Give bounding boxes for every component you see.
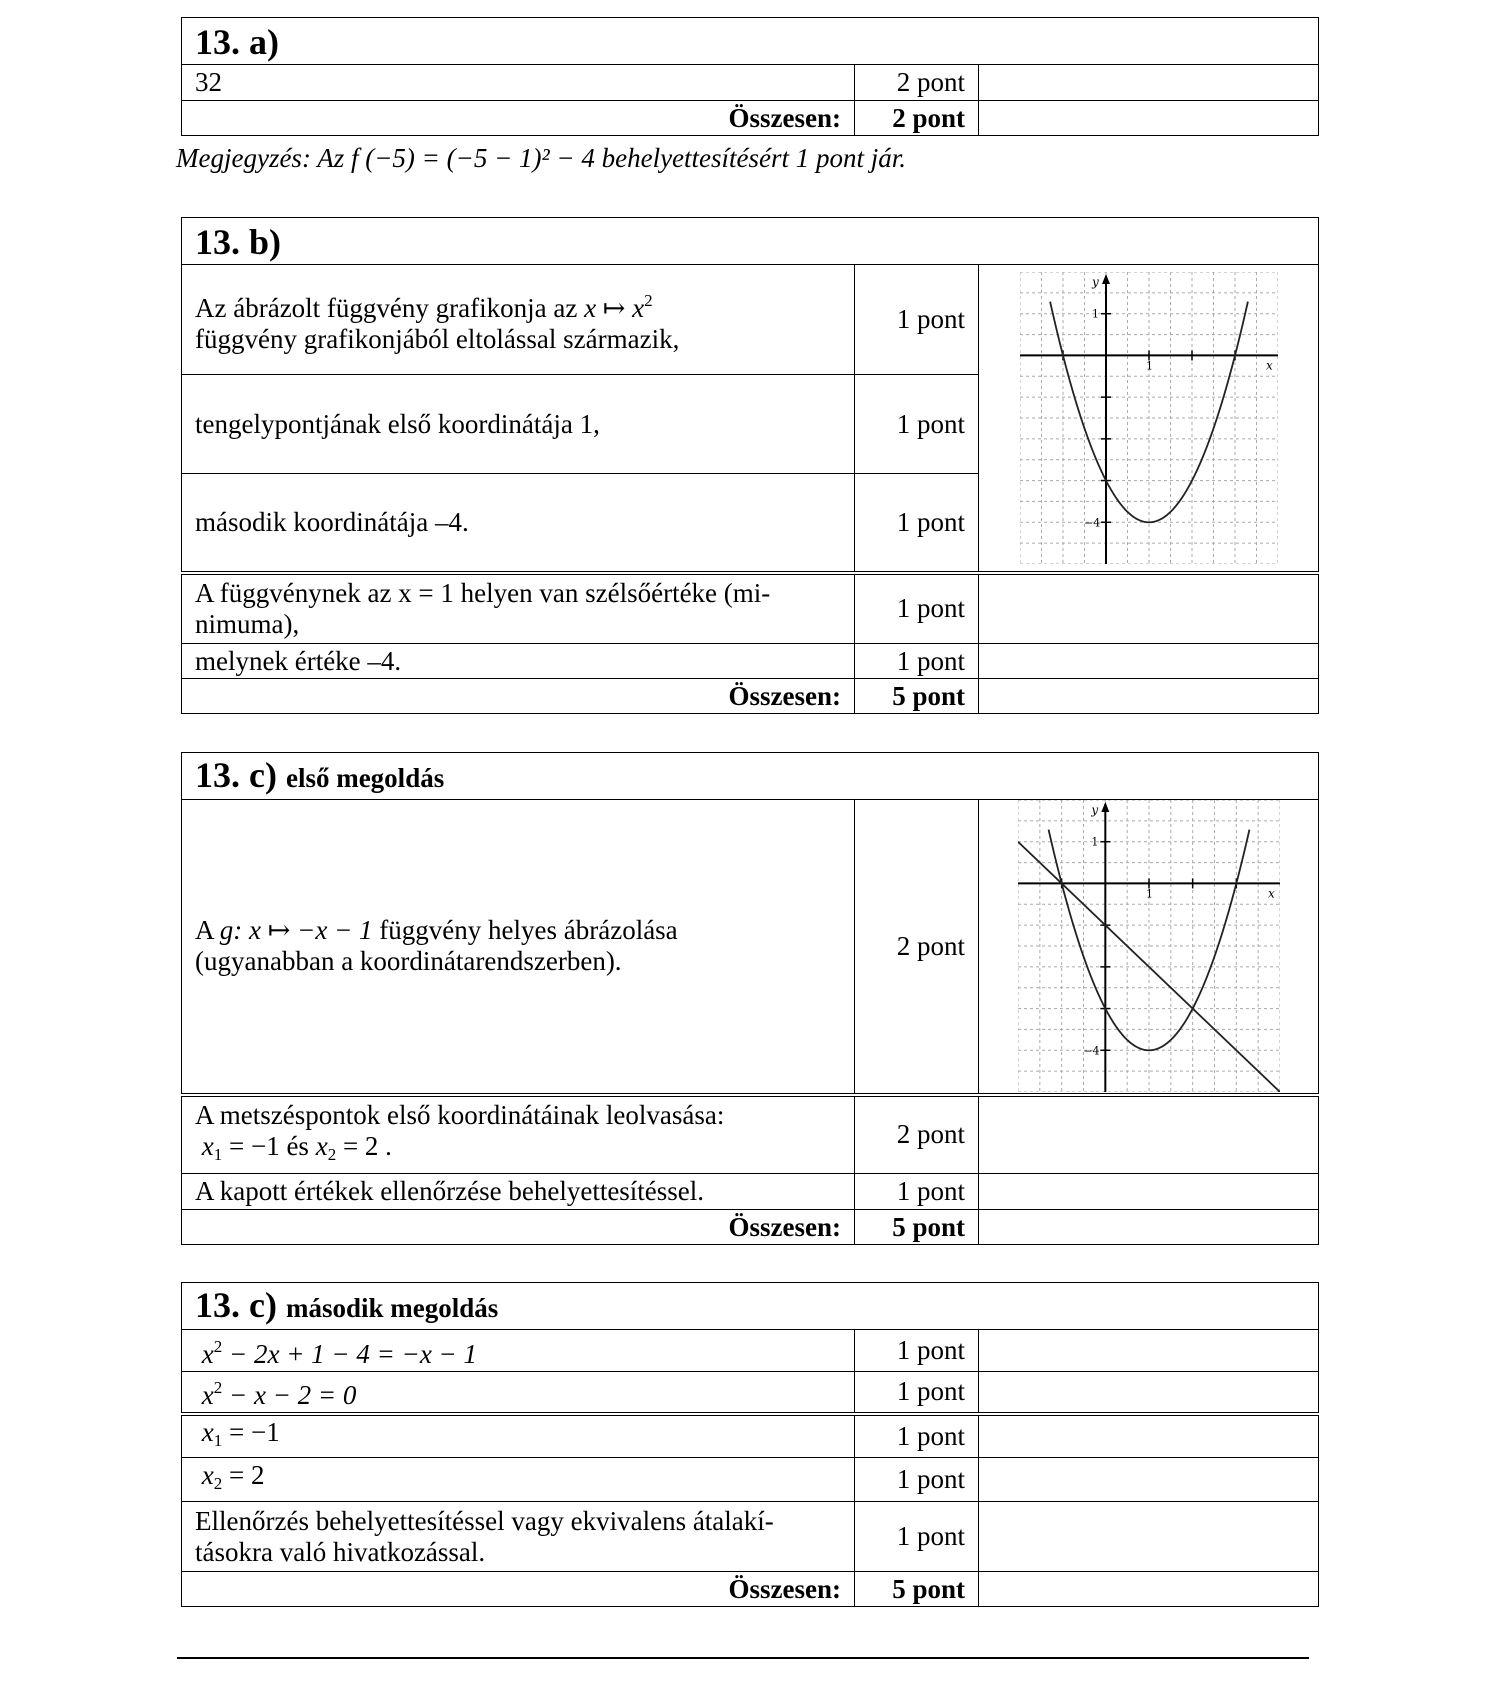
points: 1 pont (855, 573, 979, 644)
points: 1 pont (855, 375, 979, 474)
math: − x − 2 = 0 (222, 1380, 357, 1411)
subscript: 1 (213, 1144, 223, 1164)
answer-text: A kapott értékek ellenőrzése behelyettesítéssel. (182, 1174, 855, 1210)
math: x (201, 1416, 214, 1447)
empty-cell (979, 679, 1319, 714)
math: = 2 . (336, 1130, 392, 1161)
y-axis-label: y (1091, 274, 1099, 289)
y-axis-arrow (1101, 802, 1109, 812)
points: 1 pont (855, 1372, 979, 1414)
empty-cell (979, 644, 1319, 679)
equation (182, 1414, 855, 1458)
points: 2 pont (855, 65, 979, 101)
empty-cell (979, 1210, 1319, 1245)
math: x ↦ x (584, 292, 645, 323)
math: g: x ↦ −x − 1 (219, 915, 373, 946)
answer-text (182, 800, 855, 1095)
points: 1 pont (855, 644, 979, 679)
graph-cell (979, 800, 1319, 1095)
section-number: 13. c) (195, 755, 277, 795)
total-points: 5 pont (855, 1572, 979, 1607)
section-subtitle: második megoldás (285, 1293, 499, 1323)
empty-cell (979, 573, 1319, 644)
points: 2 pont (855, 1095, 979, 1174)
math: = 2 (222, 1460, 265, 1490)
points: 1 pont (855, 1502, 979, 1572)
empty-cell (979, 1502, 1319, 1572)
total-points: 5 pont (855, 679, 979, 714)
answer-text (182, 265, 855, 375)
text-part: függvény helyes ábrázolása (372, 915, 678, 946)
text-line: Az ábrázolt függvény grafikonja az (195, 292, 585, 323)
section-title: 13. b) (182, 218, 1319, 265)
total-label: Összesen: (182, 1572, 855, 1607)
note: Megjegyzés: Az f (−5) = (−5 − 1)² − 4 behelyettesítésért 1 pont jár. (176, 143, 907, 173)
equation (182, 1330, 855, 1372)
text-line: A metszéspontok első koordinátáinak leolvasása: (195, 1099, 725, 1130)
y-tick-label-min: −4 (1082, 1044, 1100, 1058)
total-label: Összesen: (182, 101, 855, 136)
y-axis-label: y (1090, 803, 1098, 818)
subscript: 2 (213, 1474, 223, 1493)
answer-text: 32 (182, 65, 855, 101)
y-axis-arrow (1102, 274, 1110, 284)
text-line: függvény grafikonjából eltolással származik, (195, 323, 680, 354)
empty-cell (979, 1458, 1319, 1502)
superscript: 2 (213, 1337, 223, 1356)
text-line: (ugyanabban a koordinátarendszerben). (195, 946, 622, 977)
answer-text: Ellenőrzés behelyettesítéssel vagy ekvivalens átalakí-tásokra való hivatkozással. (182, 1502, 855, 1572)
points: 1 pont (855, 474, 979, 573)
table-13c-second (181, 1282, 1319, 1607)
points: 1 pont (855, 1458, 979, 1502)
x-axis-label: x (1265, 358, 1273, 373)
total-points: 5 pont (855, 1210, 979, 1245)
empty-cell (979, 1414, 1319, 1458)
math: x (201, 1339, 214, 1369)
math: = −1 (222, 1416, 280, 1447)
table-13a (181, 17, 1319, 136)
section-subtitle: első megoldás (285, 763, 445, 793)
empty-cell (979, 1174, 1319, 1210)
math: x (315, 1130, 328, 1161)
y-tick-label: 1 (1090, 835, 1098, 849)
points: 1 pont (855, 265, 979, 375)
answer-text: tengelypontjának első koordinátája 1, (182, 375, 855, 474)
answer-text: A függvénynek az x = 1 helyen van szélsőértéke (mi-nimuma), (182, 573, 855, 644)
table-13c-first (181, 752, 1319, 1245)
superscript: 2 (644, 290, 653, 310)
table-13b (181, 217, 1319, 714)
section-number: 13. c) (195, 1285, 277, 1325)
text-part: A (195, 915, 220, 946)
empty-cell (979, 1572, 1319, 1607)
section-title (182, 1283, 1319, 1330)
x-tick-label: 1 (1145, 359, 1153, 373)
y-tick-label-min: −4 (1083, 516, 1100, 530)
answer-text: második koordinátája –4. (182, 474, 855, 573)
equation (182, 1458, 855, 1502)
math: x (201, 1460, 214, 1490)
points: 1 pont (855, 1414, 979, 1458)
total-label: Összesen: (182, 1210, 855, 1245)
parabola-line-graph (1018, 800, 1280, 1092)
equation (182, 1372, 855, 1414)
x-axis-label: x (1267, 886, 1275, 901)
math: x (201, 1130, 214, 1161)
x-tick-label: 1 (1145, 887, 1153, 901)
empty-cell (979, 1330, 1319, 1372)
subscript: 1 (213, 1430, 223, 1450)
answer-text (182, 1095, 855, 1174)
points: 1 pont (855, 1330, 979, 1372)
answer-text: melynek értéke –4. (182, 644, 855, 679)
section-title: 13. a) (182, 18, 1319, 65)
empty-cell (979, 65, 1319, 101)
math: = −1 (222, 1130, 280, 1161)
points: 1 pont (855, 1174, 979, 1210)
points: 2 pont (855, 800, 979, 1095)
section-title (182, 753, 1319, 800)
empty-cell (979, 1095, 1319, 1174)
math: x (201, 1380, 214, 1411)
text-part: és (279, 1130, 316, 1161)
math: − 2x + 1 − 4 = −x − 1 (222, 1339, 478, 1369)
empty-cell (979, 1372, 1319, 1414)
empty-cell (979, 101, 1319, 136)
subscript: 2 (327, 1144, 337, 1164)
total-points: 2 pont (855, 101, 979, 136)
y-tick-label: 1 (1091, 307, 1099, 321)
graph-cell (979, 265, 1319, 573)
footer-rule (177, 1657, 1309, 1659)
total-label: Összesen: (182, 679, 855, 714)
parabola-graph (1020, 272, 1278, 564)
superscript: 2 (213, 1378, 223, 1398)
